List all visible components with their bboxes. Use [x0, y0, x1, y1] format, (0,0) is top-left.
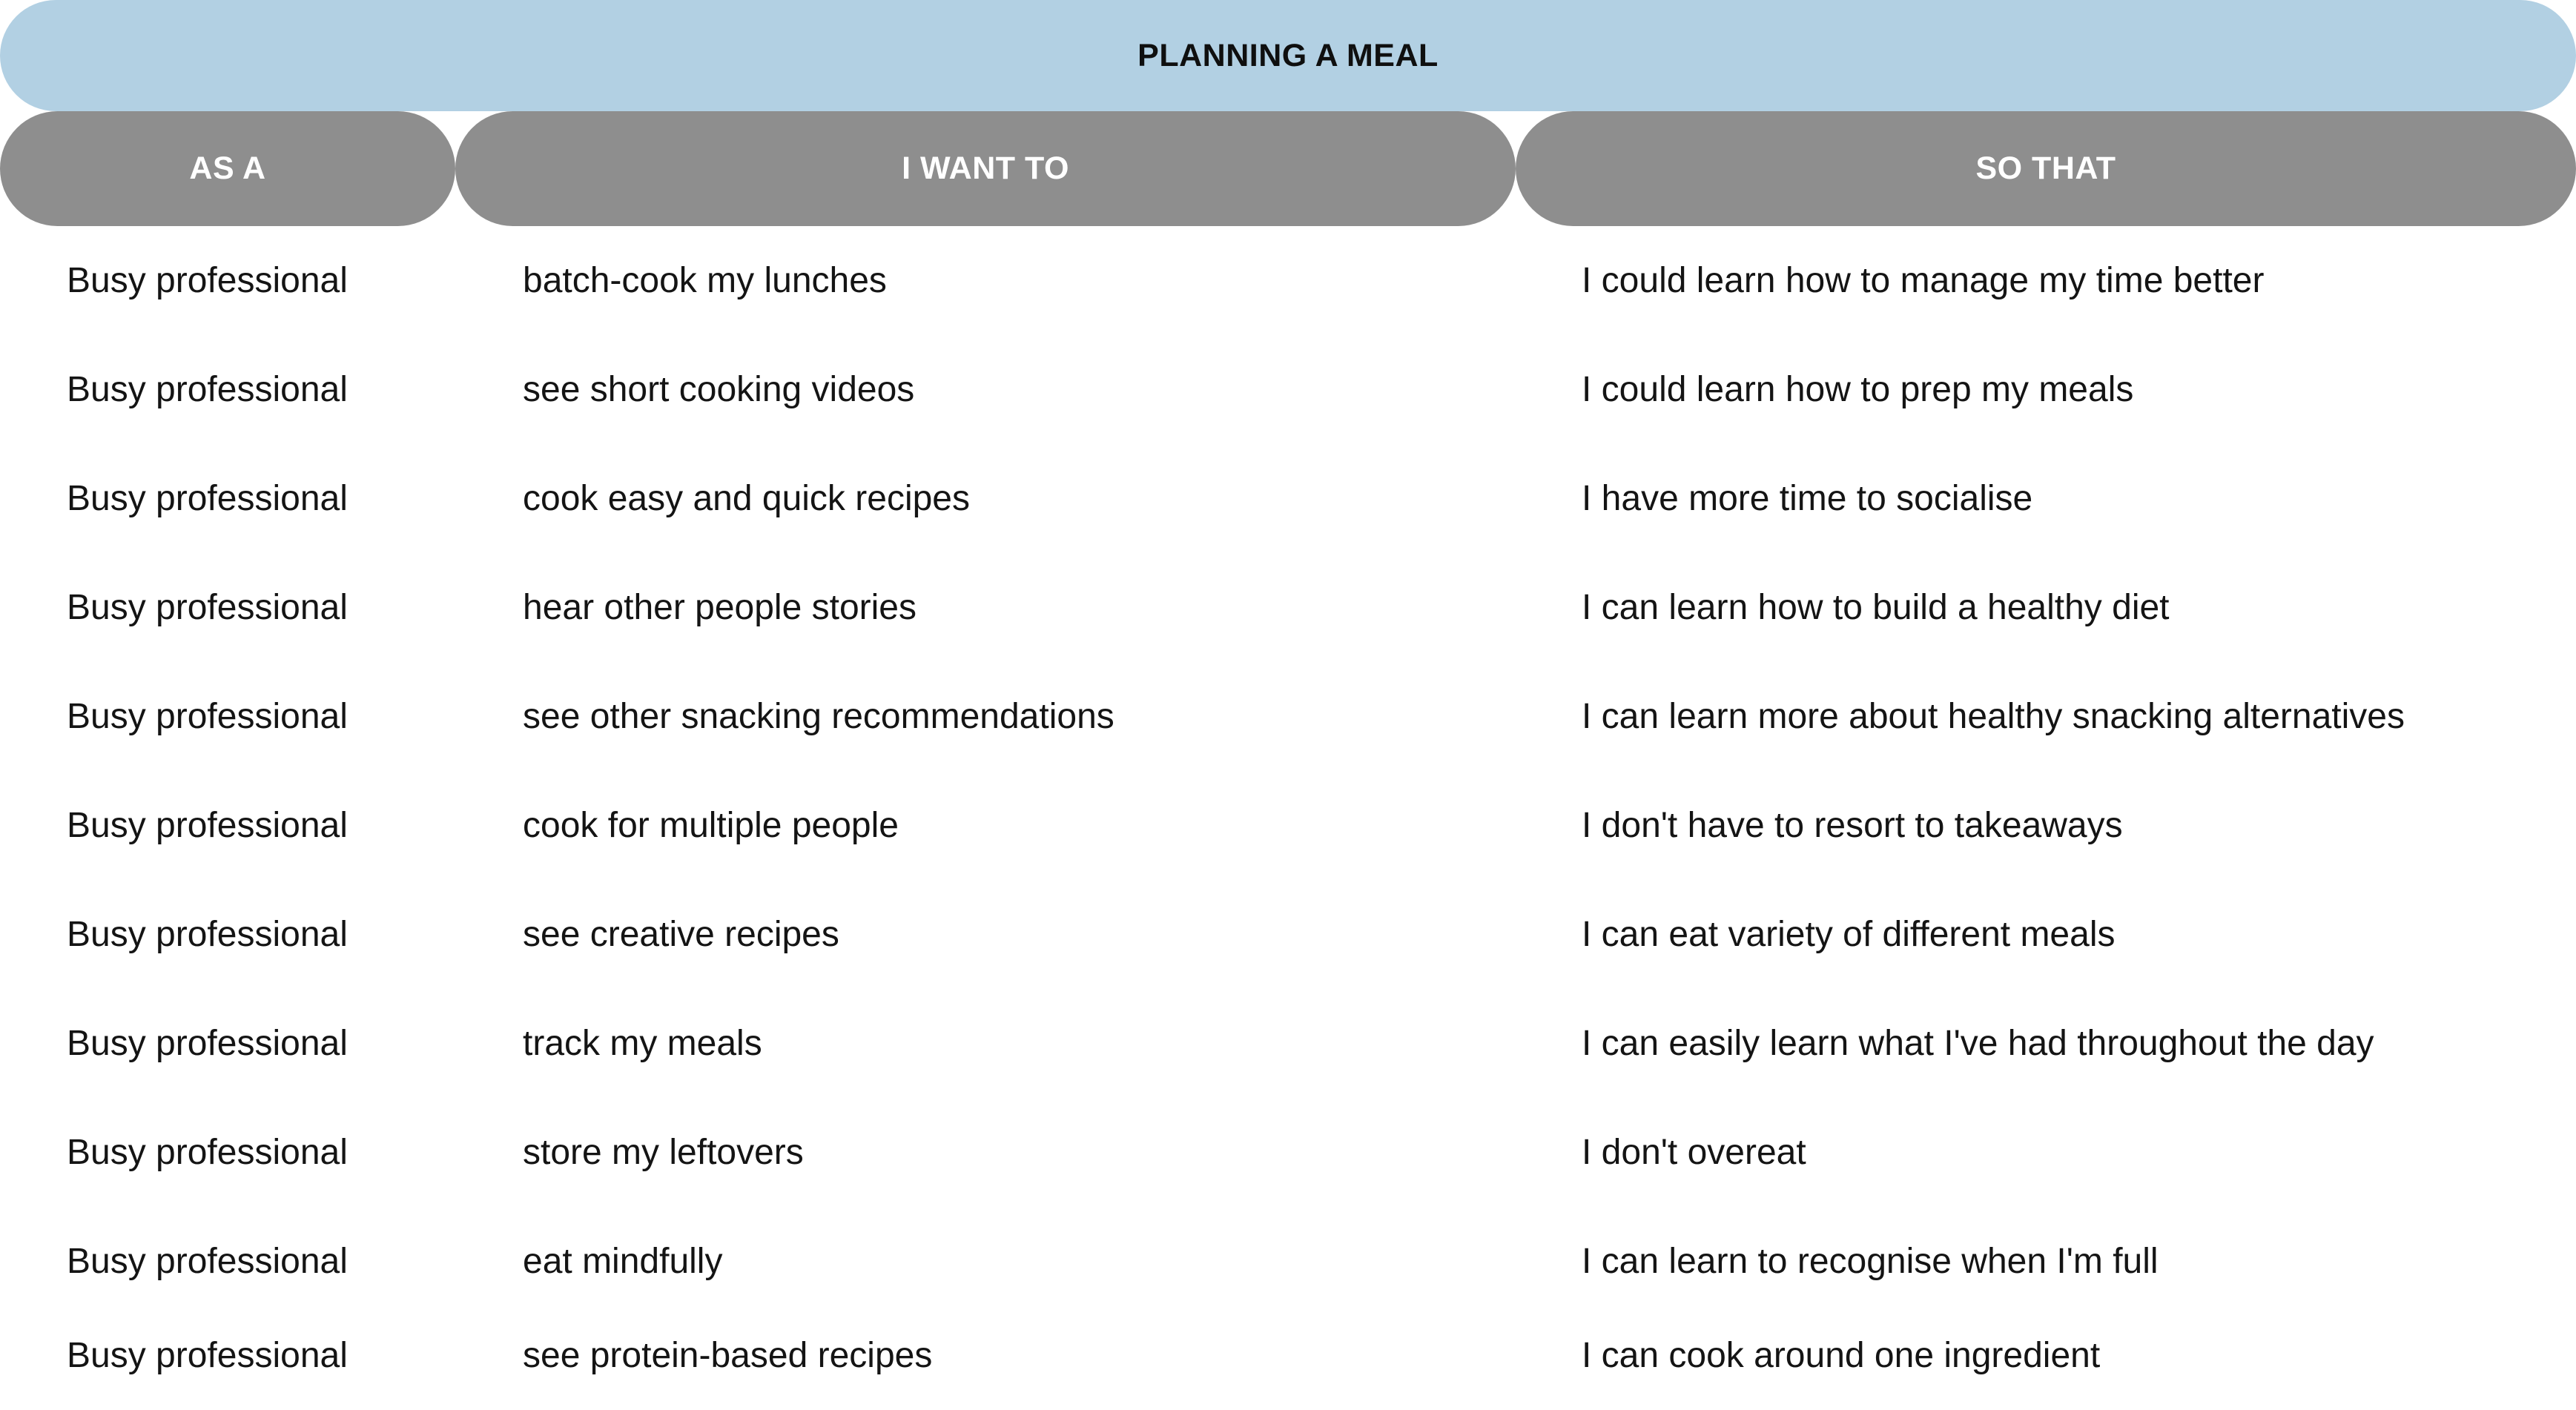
- table-row: [0, 226, 2576, 335]
- cell-so-that: I don't overeat: [1582, 1133, 1806, 1172]
- cell-as-a: Busy professional: [67, 588, 348, 627]
- cell-as-a: Busy professional: [67, 806, 348, 845]
- cell-i-want-to: see short cooking videos: [523, 370, 915, 409]
- table-row: [0, 1207, 2576, 1316]
- cell-so-that: I don't have to resort to takeaways: [1582, 806, 2123, 845]
- table-row: [0, 1098, 2576, 1207]
- column-header-i-want-to: [455, 111, 1516, 226]
- table-row: [0, 989, 2576, 1098]
- cell-as-a: Busy professional: [67, 370, 348, 409]
- cell-i-want-to: see creative recipes: [523, 915, 839, 954]
- column-header-as-a-label: AS A: [189, 150, 266, 186]
- cell-i-want-to: track my meals: [523, 1024, 762, 1063]
- table-row: [0, 335, 2576, 444]
- cell-i-want-to: see protein-based recipes: [523, 1336, 933, 1375]
- title-bar: [0, 0, 2576, 111]
- cell-i-want-to: cook for multiple people: [523, 806, 899, 845]
- cell-i-want-to: cook easy and quick recipes: [523, 479, 970, 518]
- cell-as-a: Busy professional: [67, 1133, 348, 1172]
- cell-as-a: Busy professional: [67, 1336, 348, 1375]
- page-title: PLANNING A MEAL: [1137, 37, 1439, 73]
- cell-so-that: I can learn to recognise when I'm full: [1582, 1242, 2159, 1281]
- cell-as-a: Busy professional: [67, 479, 348, 518]
- cell-as-a: Busy professional: [67, 261, 348, 300]
- cell-as-a: Busy professional: [67, 1242, 348, 1281]
- cell-so-that: I can cook around one ingredient: [1582, 1336, 2101, 1375]
- cell-as-a: Busy professional: [67, 915, 348, 954]
- table-row: [0, 553, 2576, 662]
- table-row: [0, 662, 2576, 771]
- cell-so-that: I can learn how to build a healthy diet: [1582, 588, 2170, 627]
- column-header-so-that-label: SO THAT: [1975, 150, 2116, 186]
- table-row: [0, 880, 2576, 989]
- cell-so-that: I could learn how to prep my meals: [1582, 370, 2134, 409]
- cell-as-a: Busy professional: [67, 1024, 348, 1063]
- column-header-so-that: [1516, 111, 2576, 226]
- table-row: [0, 444, 2576, 553]
- cell-so-that: I have more time to socialise: [1582, 479, 2033, 518]
- table-row: [0, 1301, 2576, 1410]
- cell-i-want-to: hear other people stories: [523, 588, 917, 627]
- column-header-as-a: [0, 111, 455, 226]
- cell-i-want-to: batch-cook my lunches: [523, 261, 887, 300]
- cell-i-want-to: see other snacking recommendations: [523, 697, 1114, 736]
- column-header-i-want-to-label: I WANT TO: [902, 150, 1069, 186]
- cell-so-that: I could learn how to manage my time better: [1582, 261, 2265, 300]
- user-stories-table-body: [0, 226, 2576, 1410]
- cell-so-that: I can learn more about healthy snacking alternatives: [1582, 697, 2405, 736]
- cell-as-a: Busy professional: [67, 697, 348, 736]
- cell-so-that: I can easily learn what I've had throughout the day: [1582, 1024, 2374, 1063]
- cell-so-that: I can eat variety of different meals: [1582, 915, 2116, 954]
- table-row: [0, 771, 2576, 880]
- cell-i-want-to: store my leftovers: [523, 1133, 804, 1172]
- cell-i-want-to: eat mindfully: [523, 1242, 723, 1281]
